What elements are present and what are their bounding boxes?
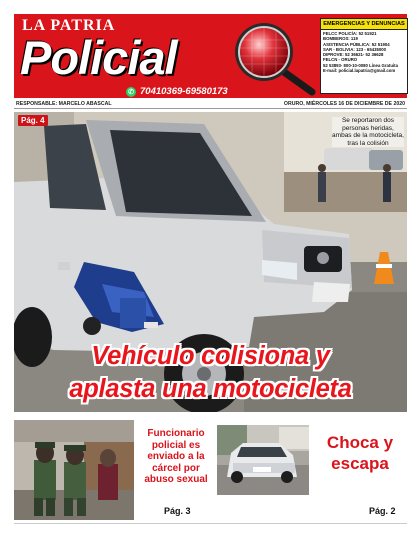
main-headline: [14, 340, 407, 406]
emergency-item: ASISTENCIA PÚBLICA: 52 51904: [323, 41, 390, 47]
photo-caption: Se reportaron dos personas heridas, ambas de la motocicleta, tras la colisión: [332, 117, 404, 147]
info-bar: [14, 99, 407, 109]
headline-line-2: aplasta una motocicleta: [69, 375, 352, 403]
story1-image: [14, 420, 134, 520]
magnifying-glass-icon: [228, 20, 320, 96]
emergency-item: SAR - BOLIVIA: 123 - 65435000: [323, 46, 387, 52]
story2-page: Pág. 2: [369, 506, 396, 516]
emergency-item: BOMBEROS: 119: [323, 36, 358, 42]
emergency-title: EMERGENCIAS Y DENUNCIAS: [321, 19, 407, 30]
phone-numbers: 70410369-69580173: [140, 86, 228, 97]
secondary-stories: [14, 418, 407, 522]
hero-story: [14, 112, 407, 412]
emergency-item: 52 53893- 800-10-0080 Línea Gratuita: [323, 62, 399, 68]
brand-top: LA PATRIA: [22, 17, 116, 34]
story2-image: [217, 425, 309, 495]
brand-logo: Policial: [20, 31, 177, 84]
story1-page: Pág. 3: [164, 506, 191, 516]
story1-photo: [14, 420, 134, 520]
bottom-divider: [14, 523, 407, 524]
story2-title: Choca y escapa: [326, 433, 394, 473]
emergency-item: FELCN - ORURO: [323, 57, 358, 63]
date-label: ORURO, MIÉRCOLES 16 DE DICIEMBRE DE 2020: [283, 100, 405, 107]
emergency-box: [320, 18, 408, 94]
emergency-item: E-mail: policial.lapatria@gmail.com: [323, 68, 396, 74]
story1-title: Funcionario policial es enviado a la cárcel por abuso sexual: [144, 428, 208, 485]
page-tag: Pág. 4: [18, 115, 48, 126]
responsible-label: RESPONSABLE: MARCELO ABASCAL: [16, 100, 112, 107]
phone-line: [126, 86, 228, 97]
emergency-list: [321, 30, 407, 74]
emergency-item: FELCC POLICÍA: 52 51921: [323, 31, 377, 36]
headline-line-1: Vehículo colisiona y: [91, 342, 330, 370]
story2-photo: [217, 425, 309, 495]
emergency-item: DIPROVE: 52 36621- 52 36628: [323, 52, 384, 58]
whatsapp-icon: ✆: [126, 87, 136, 97]
